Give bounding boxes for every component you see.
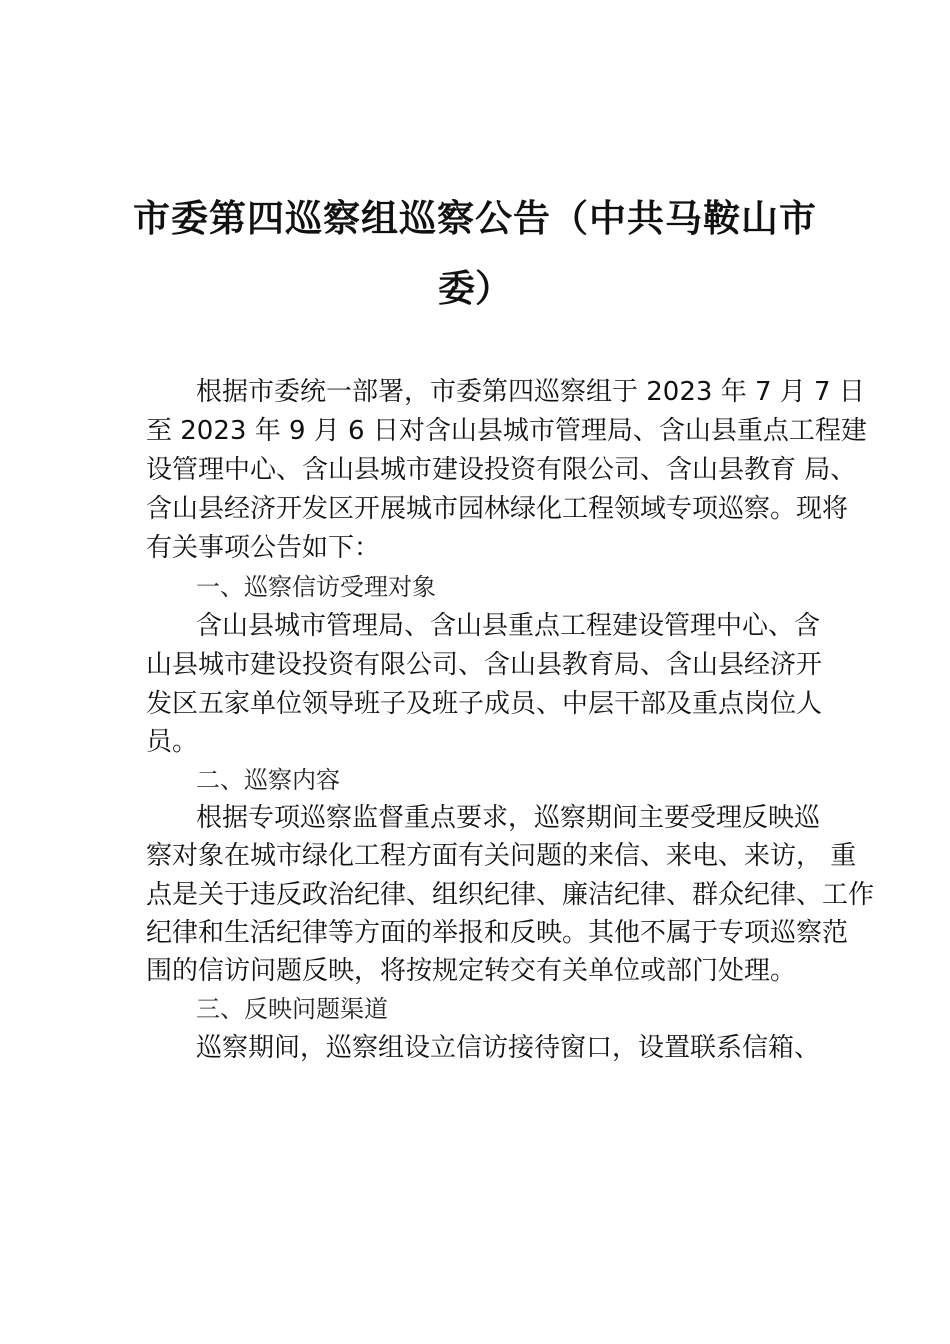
section1-line: 含山县城市管理局、含山县重点工程建设管理中心、含 [196, 611, 821, 641]
section1-line: 员。 [146, 727, 199, 757]
section2-line: 纪律和生活纪律等方面的举报和反映。其他不属于专项巡察范 [146, 918, 849, 948]
section1-line: 山县城市建设投资有限公司、含山县教育局、含山县经济开 [146, 650, 823, 680]
section-heading-channels: 三、反映问题渠道 [196, 995, 388, 1023]
section-heading-content: 二、巡察内容 [196, 766, 340, 794]
section2-line: 围的信访问题反映，将按规定转交有关单位或部门处理。 [146, 956, 797, 986]
section2-line: 察对象在城市绿化工程方面有关问题的来信、来电、来访， 重 [146, 841, 857, 871]
section1-line: 发区五家单位领导班子及班子成员、中层干部及重点岗位人 [146, 689, 823, 719]
intro-line: 至 2023 年 9 月 6 日对含山县城市管理局、含山县重点工程建 [146, 416, 867, 446]
intro-line: 设管理中心、含山县城市建设投资有限公司、含山县教育 局、 [146, 455, 857, 485]
document-title-line-1: 市委第四巡察组巡察公告（中共马鞍山市 [133, 196, 817, 240]
intro-line: 有关事项公告如下： [146, 533, 381, 563]
intro-line: 根据市委统一部署，市委第四巡察组于 2023 年 7 月 7 日 [196, 377, 865, 407]
section-heading-targets: 一、巡察信访受理对象 [196, 573, 436, 601]
section2-line: 点是关于违反政治纪律、组织纪律、廉洁纪律、群众纪律、工作 [146, 880, 875, 910]
document-title-line-2: 委） [438, 266, 512, 310]
section2-line: 根据专项巡察监督重点要求，巡察期间主要受理反映巡 [196, 803, 821, 833]
section3-line: 巡察期间，巡察组设立信访接待窗口，设置联系信箱、 [196, 1033, 821, 1063]
intro-line: 含山县经济开发区开展城市园林绿化工程领域专项巡察。现将 [146, 494, 849, 524]
